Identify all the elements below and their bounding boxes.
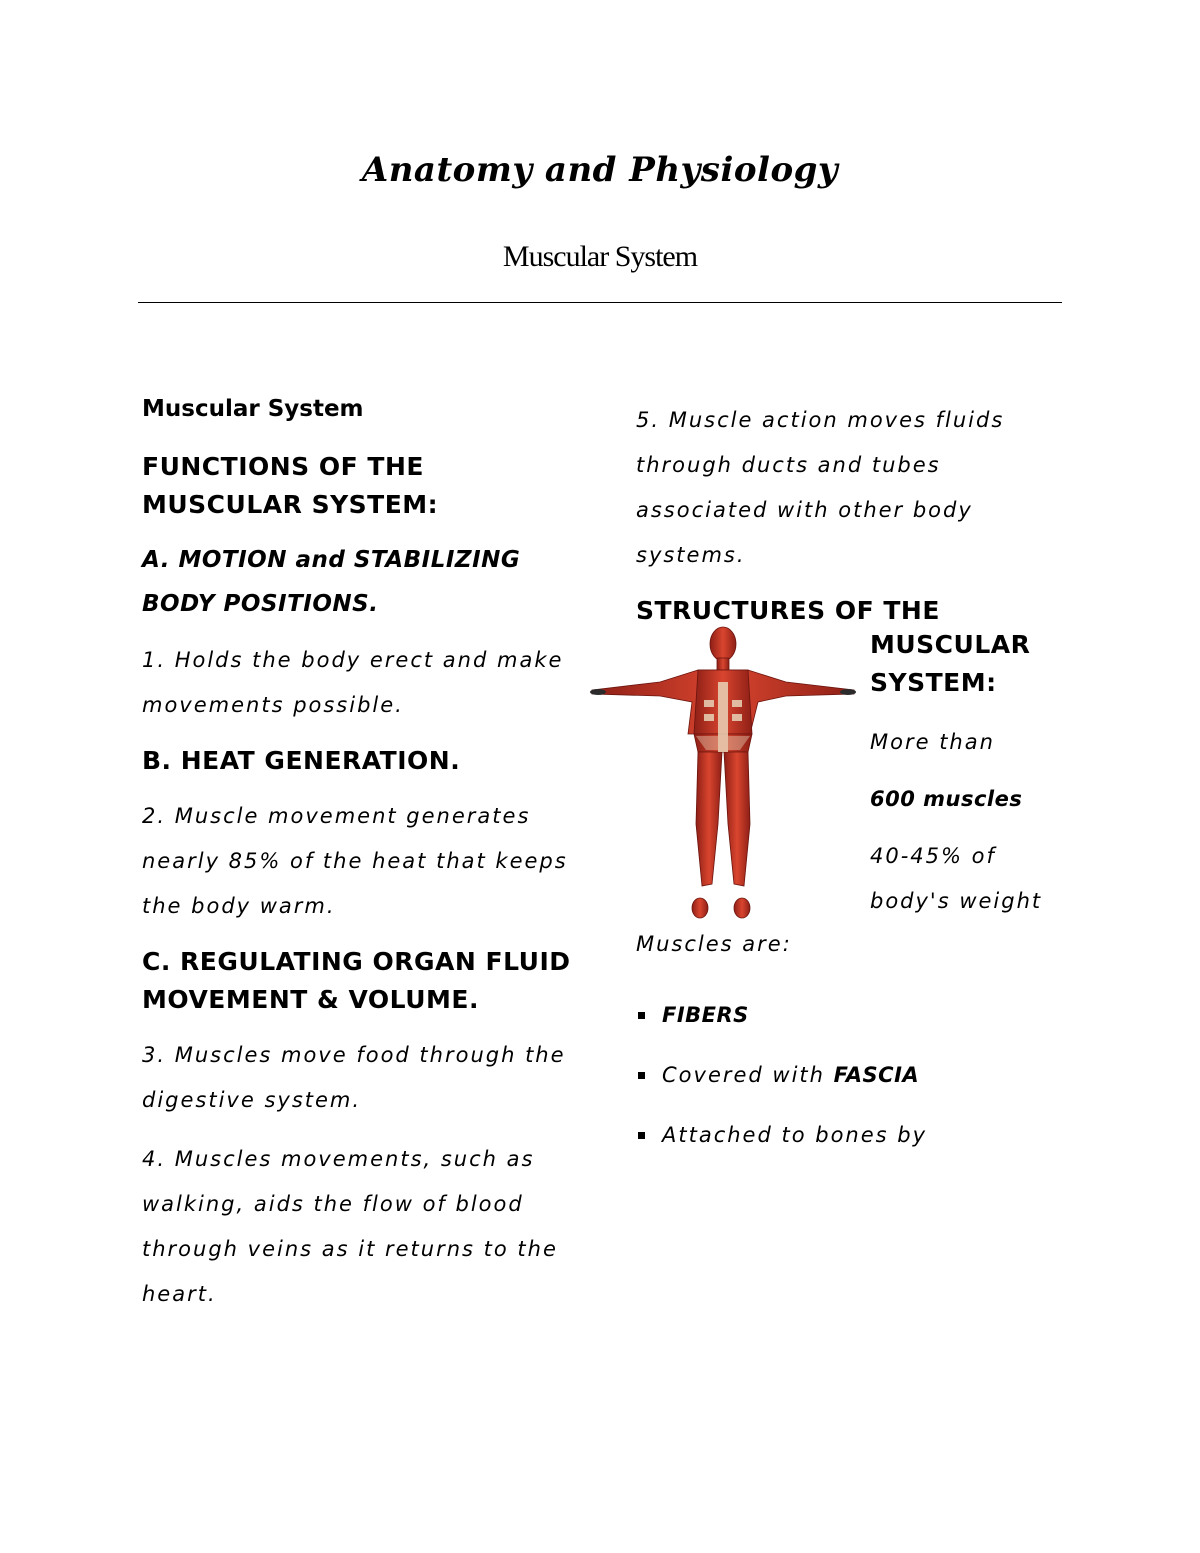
right-column-top xyxy=(636,398,1066,644)
point-5: 5. Muscle action moves fluids through ducts and tubes associated with other body systems. xyxy=(636,408,1005,567)
muscle-count: 600 muscles xyxy=(870,787,1023,811)
muscle-facts-list xyxy=(636,985,1066,1165)
covered-with-text: Covered with xyxy=(662,1063,834,1087)
list-item xyxy=(636,1105,1066,1165)
attached-text: Attached to bones by xyxy=(662,1123,928,1147)
point-2: 2. Muscle movement generates nearly 85% of the heat that keeps the body warm. xyxy=(142,804,568,918)
section-lead: Muscular System xyxy=(142,396,364,422)
point-1: 1. Holds the body erect and make movements possible. xyxy=(142,648,564,717)
point-4: 4. Muscles movements, such as walking, aids the flow of blood through veins as it returns to the heart. xyxy=(142,1147,558,1306)
list-item xyxy=(636,1045,1066,1105)
structures-sidebar xyxy=(870,626,1070,936)
section-a-heading: A. MOTION and STABILIZING BODY POSITIONS. xyxy=(142,547,521,617)
document-subtitle: Muscular System xyxy=(502,240,698,273)
section-b-heading: B. HEAT GENERATION. xyxy=(142,746,461,775)
point-3: 3. Muscles move food through the digestive system. xyxy=(142,1043,566,1112)
structures-heading-line1: STRUCTURES OF THE xyxy=(636,596,940,625)
human-muscle-anatomy-figure-icon xyxy=(590,624,860,924)
document-title: Anatomy and Physiology xyxy=(361,150,839,190)
weight-share: 40-45% of body's weight xyxy=(870,844,1043,913)
header-divider xyxy=(138,302,1062,303)
fibers-text: FIBERS xyxy=(662,1003,749,1027)
more-than-label: More than xyxy=(870,730,995,754)
left-column xyxy=(142,396,582,1331)
list-item xyxy=(636,985,1066,1045)
structures-heading-line2: MUSCULAR SYSTEM: xyxy=(870,630,1031,697)
functions-heading: FUNCTIONS OF THE MUSCULAR SYSTEM: xyxy=(142,452,439,519)
muscles-are-label: Muscles are: xyxy=(636,932,792,956)
section-c-heading: C. REGULATING ORGAN FLUID MOVEMENT & VOLUME. xyxy=(142,947,571,1014)
right-column-bottom xyxy=(636,922,1066,1165)
fascia-text: FASCIA xyxy=(833,1063,920,1087)
